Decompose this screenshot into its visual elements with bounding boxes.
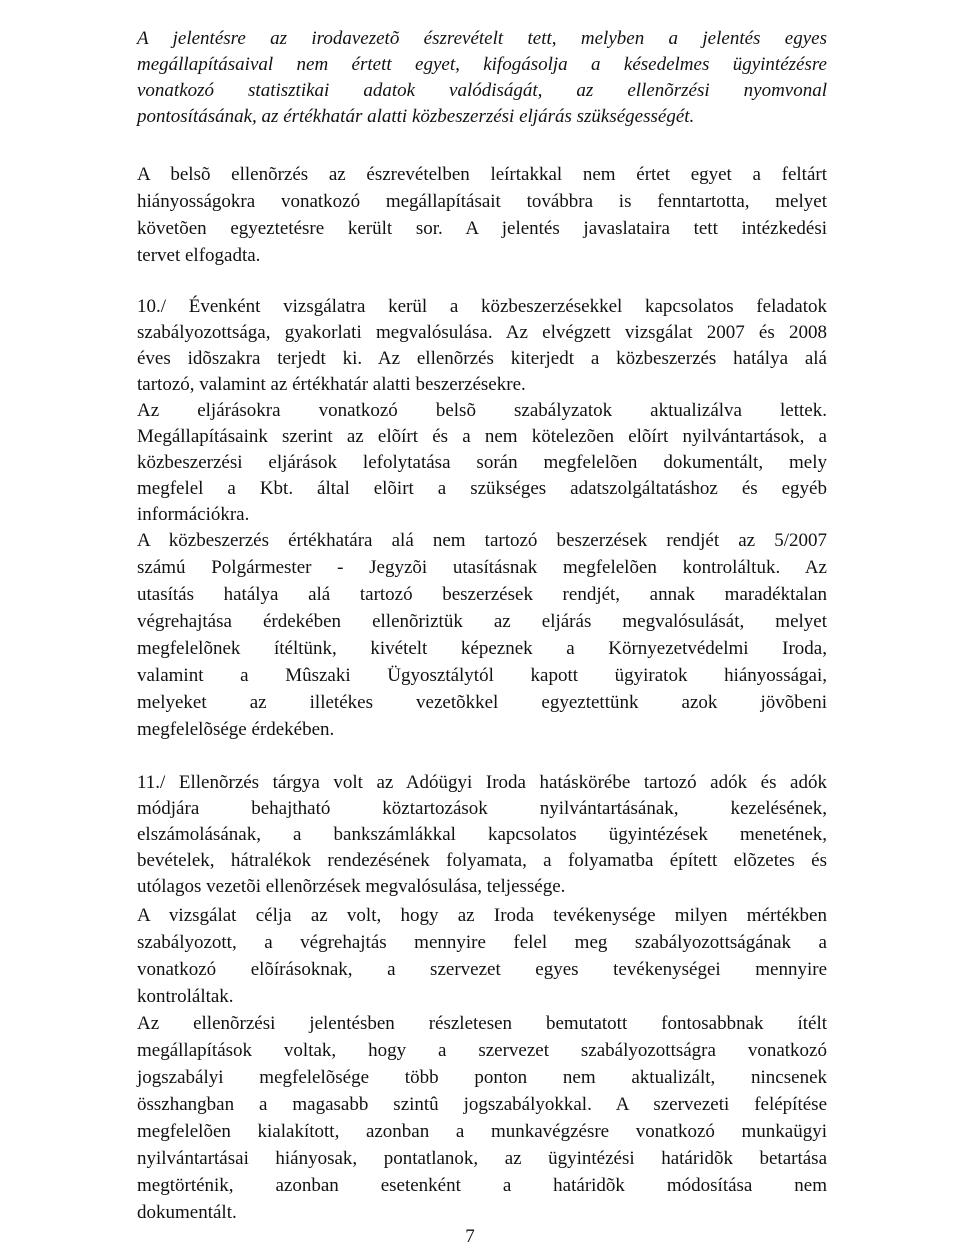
section11-line: bevételek, hátralékok rendezésének folyamata, a folyamatba épített elõzetes és bbox=[137, 850, 827, 871]
section11-line: 11./ Ellenõrzés tárgya volt az Adóügyi Iroda hatáskörébe tartozó adók és adók bbox=[137, 772, 827, 793]
intro-line: vonatkozó statisztikai adatok valódiságát, az ellenõrzési nyomvonal bbox=[137, 80, 827, 101]
section10-line: végrehajtása érdekében ellenõriztük az eljárás megvalósulását, melyet bbox=[137, 611, 827, 632]
section10-line: megfelelõsége érdekében. bbox=[137, 719, 335, 740]
section10-line: Az eljárásokra vonatkozó belsõ szabályzatok aktualizálva lettek. bbox=[137, 400, 827, 421]
section10-line: szabályozottsága, gyakorlati megvalósulása. Az elvégzett vizsgálat 2007 és 2008 bbox=[137, 322, 827, 343]
section11-line: elszámolásának, a bankszámlákkal kapcsolatos ügyintézések menetének, bbox=[137, 824, 827, 845]
section10-line: éves idõszakra terjedt ki. Az ellenõrzés kiterjedt a közbeszerzés hatálya alá bbox=[137, 348, 827, 369]
section10-line: utasítás hatálya alá tartozó beszerzések rendjét, annak maradéktalan bbox=[137, 584, 827, 605]
section11-line: összhangban a magasabb szintû jogszabályokkal. A szervezeti felépítése bbox=[137, 1094, 827, 1115]
section11-line: megállapítások voltak, hogy a szervezet szabályozottságra vonatkozó bbox=[137, 1040, 827, 1061]
section10-line: Megállapításaink szerint az elõírt és a nem kötelezõen elõírt nyilvántartások, a bbox=[137, 426, 827, 447]
section11-line: megfelelõen kialakított, azonban a munkavégzésre vonatkozó munkaügyi bbox=[137, 1121, 827, 1142]
response-line: hiányosságokra vonatkozó megállapításait továbbra is fenntartotta, melyet bbox=[137, 191, 827, 212]
section11-line: nyilvántartásai hiányosak, pontatlanok, az ügyintézési határidõk betartása bbox=[137, 1148, 827, 1169]
section11-line: szabályozott, a végrehajtás mennyire felel meg szabályozottságának a bbox=[137, 932, 827, 953]
section10-line: közbeszerzési eljárások lefolytatása során megfelelõen dokumentált, mely bbox=[137, 452, 827, 473]
section11-line: megtörténik, azonban esetenként a határidõk módosítása nem bbox=[137, 1175, 827, 1196]
section11-line: vonatkozó elõírásoknak, a szervezet egyes tevékenységei mennyire bbox=[137, 959, 827, 980]
section10-line: valamint a Mûszaki Ügyosztálytól kapott ügyiratok hiányosságai, bbox=[137, 665, 827, 686]
response-line: követõen egyeztetésre került sor. A jelentés javaslataira tett intézkedési bbox=[137, 218, 827, 239]
intro-line: A jelentésre az irodavezetõ észrevételt tett, melyben a jelentés egyes bbox=[137, 28, 827, 49]
response-line: tervet elfogadta. bbox=[137, 245, 261, 266]
section10-line: számú Polgármester - Jegyzõi utasításnak megfelelõen kontroláltuk. Az bbox=[137, 557, 827, 578]
section11-line: dokumentált. bbox=[137, 1202, 237, 1223]
section11-line: utólagos vezetõi ellenõrzések megvalósulása, teljessége. bbox=[137, 876, 566, 897]
section10-line: megfelelõnek ítéltünk, kivételt képeznek a Környezetvédelmi Iroda, bbox=[137, 638, 827, 659]
section11-line: kontroláltak. bbox=[137, 986, 234, 1007]
section11-line: Az ellenõrzési jelentésben részletesen bemutatott fontosabbnak ítélt bbox=[137, 1013, 827, 1034]
section10-line: tartozó, valamint az értékhatár alatti beszerzésekre. bbox=[137, 374, 526, 395]
page-number: 7 bbox=[465, 1226, 475, 1247]
section10-line: 10./ Évenként vizsgálatra kerül a közbeszerzésekkel kapcsolatos feladatok bbox=[137, 296, 827, 317]
intro-line: megállapításaival nem értett egyet, kifogásolja a késedelmes ügyintézésre bbox=[137, 54, 827, 75]
section10-line: megfelel a Kbt. által elõirt a szükséges adatszolgáltatáshoz és egyéb bbox=[137, 478, 827, 499]
section11-line: jogszabályi megfelelõsége több ponton nem aktualizált, nincsenek bbox=[137, 1067, 827, 1088]
section10-line: A közbeszerzés értékhatára alá nem tartozó beszerzések rendjét az 5/2007 bbox=[137, 530, 827, 551]
response-line: A belsõ ellenõrzés az észrevételben leírtakkal nem értet egyet a feltárt bbox=[137, 164, 827, 185]
section11-line: A vizsgálat célja az volt, hogy az Iroda tevékenysége milyen mértékben bbox=[137, 905, 827, 926]
section11-line: módjára behajtható köztartozások nyilvántartásának, kezelésének, bbox=[137, 798, 827, 819]
intro-line: pontosításának, az értékhatár alatti közbeszerzési eljárás szükségességét. bbox=[137, 106, 695, 127]
section10-line: információkra. bbox=[137, 504, 250, 525]
section10-line: melyeket az illetékes vezetõkkel egyeztettünk azok jövõbeni bbox=[137, 692, 827, 713]
